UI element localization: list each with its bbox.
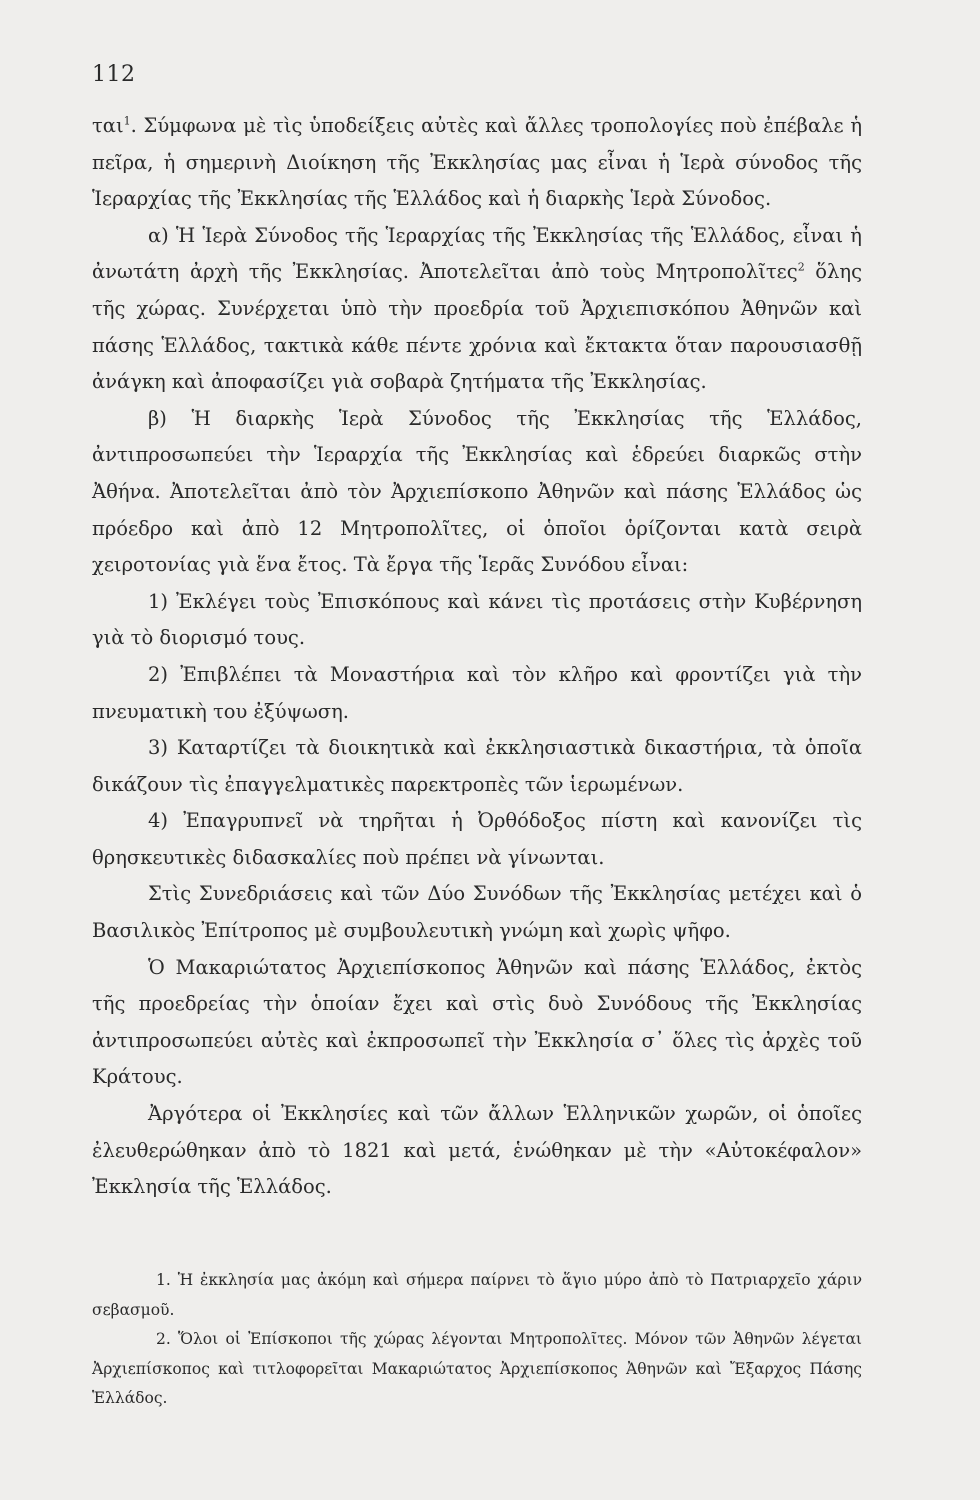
paragraph-text: α) Ἡ Ἱερὰ Σύνοδος τῆς Ἱεραρχίας τῆς Ἐκκλησίας τῆς Ἑλλάδος, εἶναι ἡ ἀνωτάτη ἀρχὴ τῆς Ἐκκλησίας. Ἀποτελεῖται ἀπὸ τοὺς Μητροπολῖτες (92, 223, 862, 284)
list-item: 2) Ἐπιβλέπει τὰ Μοναστήρια καὶ τὸν κλῆρο καὶ φροντίζει γιὰ τὴν πνευματικὴ του ἐξύψωση. (92, 662, 862, 723)
paragraph: Στὶς Συνεδριάσεις καὶ τῶν Δύο Συνόδων τῆς Ἐκκλησίας μετέχει καὶ ὁ Βασιλικὸς Ἐπίτροπος μὲ συμβουλευτικὴ γνώμη καὶ χωρὶς ψῆφο. (92, 882, 862, 943)
page-number: 112 (92, 62, 136, 87)
footnote: 2. Ὅλοι οἱ Ἐπίσκοποι τῆς χώρας λέγονται Μητροπολῖτες. Μόνον τῶν Ἀθηνῶν λέγεται Ἀρχιεπίσκοπος καὶ τιτλοφορεῖται Μακαριώτατος Ἀρχιεπίσκοπος Ἀθηνῶν καὶ Ἔξαρχος Πάσης Ἑλλάδος. (92, 1330, 862, 1407)
list-item: 3) Καταρτίζει τὰ διοικητικὰ καὶ ἐκκλησιαστικὰ δικαστήρια, τὰ ὁποῖα δικάζουν τὶς ἐπαγγελματικὲς παρεκτροπὲς τῶν ἱερωμένων. (92, 736, 862, 796)
paragraph-text: ὅλης τῆς χώρας. Συνέρχεται ὑπὸ τὴν προεδρία τοῦ Ἀρχιεπισκόπου Ἀθηνῶν καὶ πάσης Ἑλλάδος, τακτικὰ κάθε πέντε χρόνια καὶ ἔκτακτα ὅταν παρουσιασθῇ ἀνάγκη καὶ ἀποφασίζει γιὰ σοβαρὰ ζητήματα τῆς Ἐκκλησίας. (92, 260, 862, 394)
paragraph: Ἀργότερα οἱ Ἐκκλησίες καὶ τῶν ἄλλων Ἑλληνικῶν χωρῶν, οἱ ὁποῖες ἐλευθερώθηκαν ἀπὸ τὸ 1821 καὶ μετά, ἑνώθηκαν μὲ τὴν «Αὐτοκέφαλον» Ἐκκλησία τῆς Ἑλλάδος. (92, 1102, 862, 1199)
paragraph: Ὁ Μακαριώτατος Ἀρχιεπίσκοπος Ἀθηνῶν καὶ πάσης Ἑλλάδος, ἐκτὸς τῆς προεδρείας τὴν ὁποίαν ἔχει καὶ στὶς δυὸ Συνόδους τῆς Ἐκκλησίας ἀντιπροσωπεύει αὐτὲς καὶ ἐκπροσωπεῖ τὴν Ἐκκλησία σ᾽ ὅλες τὶς ἀρχὲς τοῦ Κράτους. (92, 955, 862, 1089)
footnote: 1. Ἡ ἐκκλησία μας ἀκόμη καὶ σήμερα παίρνει τὸ ἅγιο μύρο ἀπὸ τὸ Πατριαρχεῖο χάριν σεβασμοῦ. (92, 1271, 862, 1319)
paragraph (92, 108, 862, 218)
footnote-ref: 1 (123, 114, 131, 128)
main-text (92, 108, 862, 1206)
paragraph (92, 218, 862, 401)
paragraph-text: ται (92, 114, 124, 137)
footnotes (92, 1266, 862, 1414)
footnote-ref: 2 (797, 260, 805, 274)
paragraph-text: . Σύμφωνα μὲ τὶς ὑποδείξεις αὐτὲς καὶ ἄλλες τροπολογίες ποὺ ἐπέβαλε ἡ πεῖρα, ἡ σημερινὴ Διοίκηση τῆς Ἐκκλησίας μας εἶναι ἡ Ἱερὰ σύνοδος τῆς Ἱεραρχίας τῆς Ἐκκλησίας τῆς Ἑλλάδος καὶ ἡ διαρκὴς Ἱερὰ Σύνοδος. (92, 114, 862, 211)
list-item: 4) Ἐπαγρυπνεῖ νὰ τηρῆται ἡ Ὀρθόδοξος πίστη καὶ κανονίζει τὶς θρησκευτικὲς διδασκαλίες ποὺ πρέπει νὰ γίνωνται. (92, 809, 862, 869)
list-item: 1) Ἐκλέγει τοὺς Ἐπισκόπους καὶ κάνει τὶς προτάσεις στὴν Κυβέρνηση γιὰ τὸ διορισμό τους. (92, 589, 862, 650)
paragraph: β) Ἡ διαρκὴς Ἱερὰ Σύνοδος τῆς Ἐκκλησίας τῆς Ἑλλάδος, ἀντιπροσωπεύει τὴν Ἱεραρχία τῆς Ἐκκλησίας καὶ ἑδρεύει διαρκῶς στὴν Ἀθήνα. Ἀποτελεῖται ἀπὸ τὸν Ἀρχιεπίσκοπο Ἀθηνῶν καὶ πάσης Ἑλλάδος ὡς πρόεδρο καὶ ἀπὸ 12 Μητροπολῖτες, οἱ ὁποῖοι ὁρίζονται κατὰ σειρὰ χειροτονίας γιὰ ἕνα ἔτος. Τὰ ἔργα τῆς Ἱερᾶς Συνόδου εἶναι: (92, 406, 862, 577)
